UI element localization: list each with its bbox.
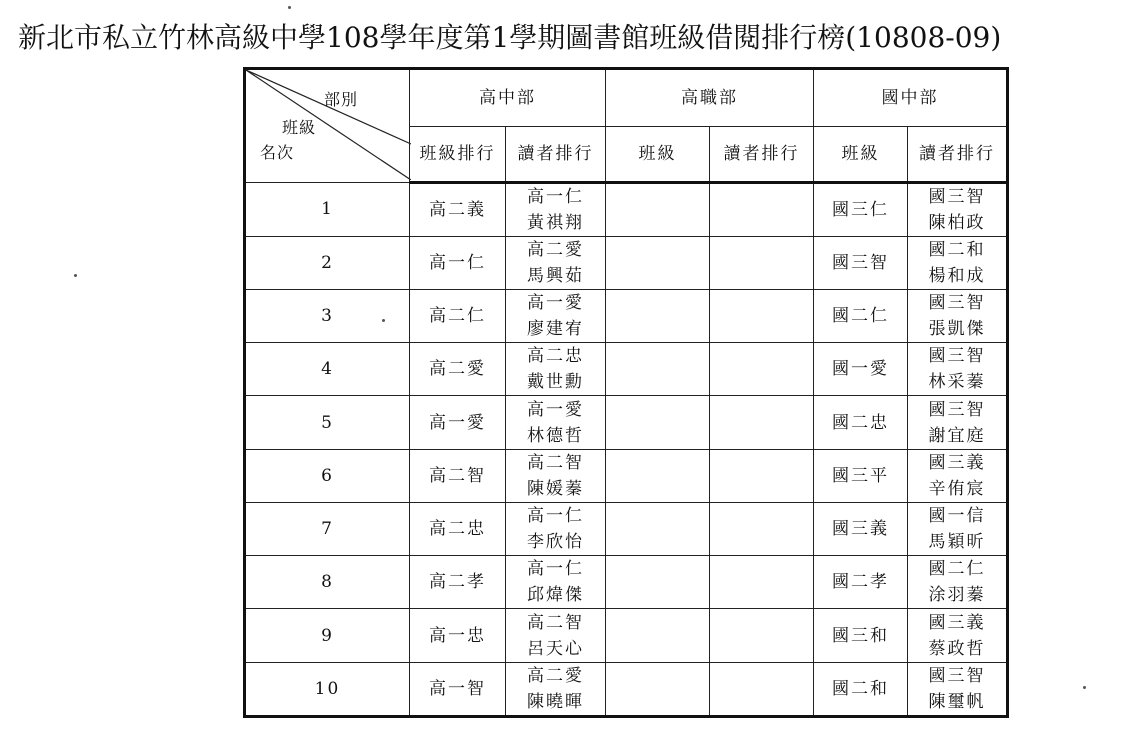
senior-reader-class: 高一愛 — [527, 293, 584, 314]
senior-reader-cell — [506, 182, 606, 236]
senior-reader-class: 高二忠 — [527, 346, 584, 367]
junior-reader-class: 國一信 — [928, 506, 986, 527]
table-row — [245, 502, 1008, 555]
voc-reader-cell — [710, 290, 814, 343]
junior-reader-class: 國二仁 — [928, 559, 986, 580]
rank-cell: 4 — [245, 343, 410, 396]
senior-reader-class: 高二愛 — [527, 665, 584, 686]
rank-cell: 7 — [245, 502, 410, 555]
junior-reader-name: 辛侑宸 — [928, 478, 986, 499]
senior-class-cell: 高二忠 — [410, 502, 506, 555]
voc-class-cell — [606, 290, 710, 343]
voc-reader-cell — [710, 343, 814, 396]
junior-reader-name: 陳璽帆 — [928, 691, 986, 712]
junior-reader-name: 蔡政哲 — [928, 638, 986, 659]
page-title: 新北市私立竹林高級中學108學年度第1學期圖書館班級借閱排行榜(10808-09) — [18, 21, 1002, 54]
subheader-junior-class: 班級 — [814, 127, 908, 182]
senior-reader-cell — [506, 556, 606, 609]
junior-reader-name: 張凱傑 — [928, 319, 986, 340]
voc-class-cell — [606, 556, 710, 609]
junior-reader-cell — [908, 290, 1008, 343]
scan-speck — [74, 274, 77, 277]
junior-reader-class: 國三智 — [928, 665, 986, 686]
junior-reader-name: 涂羽蓁 — [928, 585, 986, 606]
junior-class-cell: 國二孝 — [814, 556, 908, 609]
dept-junior-high-header: 國中部 — [814, 69, 1008, 127]
corner-dept-label: 部別 — [324, 90, 359, 109]
junior-class-cell: 國二仁 — [814, 290, 908, 343]
dept-senior-high-header: 高中部 — [410, 69, 606, 127]
rank-cell: 2 — [245, 236, 410, 289]
senior-class-cell: 高一愛 — [410, 396, 506, 449]
junior-reader-cell — [908, 662, 1008, 716]
senior-reader-cell — [506, 343, 606, 396]
corner-diagonal-lines — [246, 70, 411, 180]
rank-cell: 10 — [245, 662, 410, 716]
scan-speck — [288, 6, 291, 9]
rank-cell: 1 — [245, 182, 410, 236]
voc-class-cell — [606, 343, 710, 396]
junior-reader-class: 國三智 — [928, 293, 986, 314]
subheader-senior-reader-rank: 讀者排行 — [506, 127, 606, 182]
senior-reader-name: 邱煒傑 — [527, 585, 584, 606]
junior-class-cell: 國三平 — [814, 449, 908, 502]
voc-reader-cell — [710, 662, 814, 716]
senior-reader-cell — [506, 290, 606, 343]
junior-reader-cell — [908, 609, 1008, 662]
senior-reader-cell — [506, 662, 606, 716]
junior-class-cell: 國三智 — [814, 236, 908, 289]
senior-reader-name: 黃祺翔 — [527, 212, 584, 233]
junior-reader-class: 國二和 — [928, 239, 986, 260]
senior-class-cell: 高二智 — [410, 449, 506, 502]
voc-reader-cell — [710, 236, 814, 289]
voc-class-cell — [606, 502, 710, 555]
junior-reader-name: 陳柏政 — [928, 212, 986, 233]
junior-class-cell: 國二忠 — [814, 396, 908, 449]
scan-speck — [382, 319, 385, 322]
senior-class-cell: 高一忠 — [410, 609, 506, 662]
senior-reader-name: 戴世勳 — [527, 372, 584, 393]
voc-class-cell — [606, 449, 710, 502]
junior-class-cell: 國三仁 — [814, 182, 908, 236]
subheader-voc-reader-rank: 讀者排行 — [710, 127, 814, 182]
corner-class-label: 班級 — [282, 118, 317, 137]
senior-class-cell: 高一仁 — [410, 236, 506, 289]
ranking-table — [243, 67, 1009, 718]
table-row — [245, 236, 1008, 289]
header-row-departments — [245, 69, 1008, 127]
senior-reader-name: 陳媛蓁 — [527, 478, 584, 499]
corner-header-cell — [245, 69, 410, 183]
table-row — [245, 182, 1008, 236]
junior-class-cell: 國二和 — [814, 662, 908, 716]
junior-reader-cell — [908, 236, 1008, 289]
senior-class-cell: 高二孝 — [410, 556, 506, 609]
voc-reader-cell — [710, 502, 814, 555]
senior-reader-name: 陳曉暉 — [527, 691, 584, 712]
junior-reader-cell — [908, 343, 1008, 396]
senior-class-cell: 高二仁 — [410, 290, 506, 343]
voc-reader-cell — [710, 449, 814, 502]
table-row — [245, 609, 1008, 662]
senior-reader-name: 李欣怡 — [527, 532, 584, 553]
senior-reader-class: 高一仁 — [527, 506, 584, 527]
junior-reader-cell — [908, 182, 1008, 236]
junior-class-cell: 國三和 — [814, 609, 908, 662]
junior-reader-cell — [908, 502, 1008, 555]
senior-class-cell: 高二愛 — [410, 343, 506, 396]
table-row — [245, 556, 1008, 609]
junior-reader-name: 謝宜庭 — [928, 425, 986, 446]
junior-reader-class: 國三義 — [928, 612, 986, 633]
senior-reader-name: 呂天心 — [527, 638, 584, 659]
junior-reader-name: 楊和成 — [928, 265, 986, 286]
table-row — [245, 343, 1008, 396]
subheader-voc-class: 班級 — [606, 127, 710, 182]
table-row — [245, 449, 1008, 502]
voc-reader-cell — [710, 609, 814, 662]
voc-class-cell — [606, 182, 710, 236]
rank-cell: 3 — [245, 290, 410, 343]
senior-reader-class: 高二智 — [527, 612, 584, 633]
scan-speck — [1083, 686, 1086, 689]
junior-reader-class: 國三智 — [928, 399, 986, 420]
senior-class-cell: 高一智 — [410, 662, 506, 716]
table-row — [245, 290, 1008, 343]
rank-cell: 9 — [245, 609, 410, 662]
junior-reader-cell — [908, 556, 1008, 609]
table-row — [245, 396, 1008, 449]
senior-reader-class: 高二智 — [527, 452, 584, 473]
voc-class-cell — [606, 609, 710, 662]
voc-reader-cell — [710, 182, 814, 236]
voc-reader-cell — [710, 396, 814, 449]
senior-reader-name: 馬興茹 — [527, 265, 584, 286]
voc-class-cell — [606, 396, 710, 449]
ranking-table-container — [243, 67, 1006, 718]
junior-reader-class: 國三智 — [928, 186, 986, 207]
senior-reader-class: 高一仁 — [527, 559, 584, 580]
junior-reader-cell — [908, 449, 1008, 502]
junior-class-cell: 國三義 — [814, 502, 908, 555]
junior-reader-name: 林采蓁 — [928, 372, 986, 393]
dept-vocational-header: 高職部 — [606, 69, 814, 127]
voc-class-cell — [606, 662, 710, 716]
senior-reader-class: 高一仁 — [527, 186, 584, 207]
senior-reader-cell — [506, 449, 606, 502]
subheader-senior-class-rank: 班級排行 — [410, 127, 506, 182]
senior-reader-cell — [506, 502, 606, 555]
rank-cell: 6 — [245, 449, 410, 502]
senior-reader-name: 林德哲 — [527, 425, 584, 446]
corner-rank-label: 名次 — [260, 143, 295, 162]
senior-reader-cell — [506, 396, 606, 449]
junior-reader-cell — [908, 396, 1008, 449]
junior-class-cell: 國一愛 — [814, 343, 908, 396]
junior-reader-class: 國三義 — [928, 452, 986, 473]
senior-reader-name: 廖建宥 — [527, 319, 584, 340]
voc-class-cell — [606, 236, 710, 289]
rank-cell: 5 — [245, 396, 410, 449]
senior-reader-cell — [506, 609, 606, 662]
senior-reader-class: 高二愛 — [527, 239, 584, 260]
table-row — [245, 662, 1008, 716]
senior-reader-cell — [506, 236, 606, 289]
subheader-junior-reader-rank: 讀者排行 — [908, 127, 1008, 182]
senior-class-cell: 高二義 — [410, 182, 506, 236]
voc-reader-cell — [710, 556, 814, 609]
rank-cell: 8 — [245, 556, 410, 609]
junior-reader-name: 馬穎昕 — [928, 532, 986, 553]
senior-reader-class: 高一愛 — [527, 399, 584, 420]
junior-reader-class: 國三智 — [928, 346, 986, 367]
